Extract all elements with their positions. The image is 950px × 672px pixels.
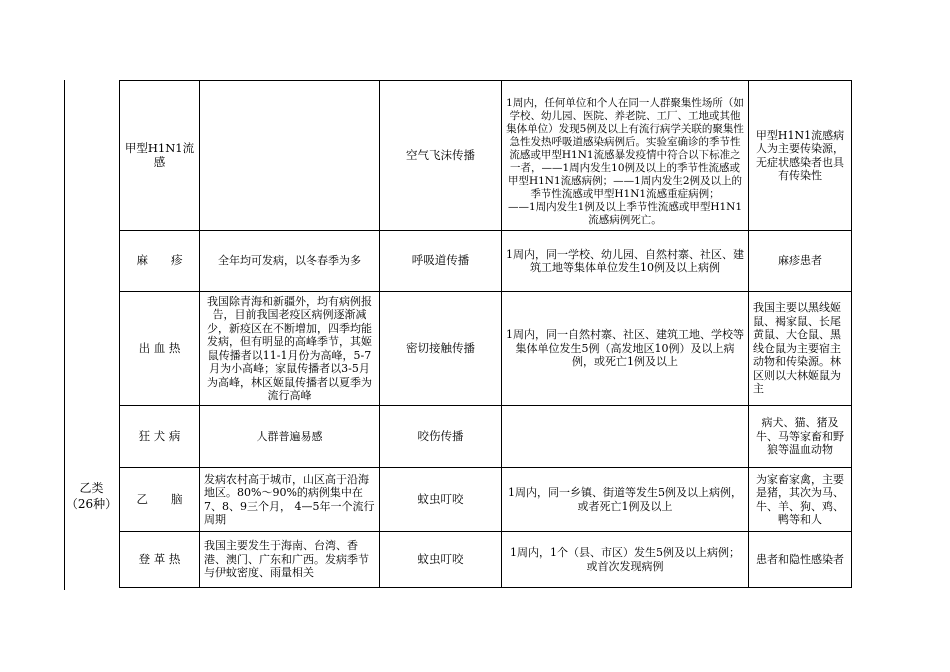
reporting-standard: 1周内，1个（县、市区）发生5例及以上病例；或首次发现病例 — [510, 546, 740, 573]
transmission-cell — [380, 532, 502, 588]
disease-name: 麻 疹 — [136, 253, 183, 268]
disease-name-cell — [120, 532, 200, 588]
disease-name: 出 血 热 — [138, 340, 181, 355]
epidemic-feature-cell — [200, 532, 380, 588]
epidemic-feature-cell — [200, 81, 380, 231]
epidemic-feature: 我国除青海和新疆外，均有病例报告，目前我国老疫区病例逐渐减少，新疫区在不断增加，四季均能发病，但有明显的高峰季节，其姬鼠传播者以11-1月份为高峰，5-7月为小高峰；家鼠传播者以3-5月为高峰，林区姬鼠传播者以夏季为流行高峰 — [207, 294, 372, 402]
reporting-standard-cell — [502, 81, 749, 231]
transmission-route: 咬伤传播 — [417, 428, 464, 443]
disease-name: 甲型H1N1流感 — [124, 141, 195, 169]
table-row — [120, 231, 852, 292]
epidemic-feature-cell — [200, 406, 380, 468]
category-count: （26种） — [65, 497, 118, 511]
table-row — [120, 81, 852, 231]
transmission-cell — [380, 231, 502, 292]
epidemic-feature-cell — [200, 292, 380, 406]
reporting-standard: 1周内，同一乡镇、街道等发生5例及以上病例，或者死亡1例及以上 — [508, 486, 742, 513]
infection-source: 麻疹患者 — [778, 254, 822, 268]
infection-source-cell — [749, 532, 852, 588]
category-label — [64, 480, 119, 512]
disease-name-cell — [120, 468, 200, 532]
disease-name: 乙 脑 — [136, 491, 183, 506]
infection-source-cell — [749, 468, 852, 532]
disease-name: 狂 犬 病 — [138, 428, 181, 443]
category-name: 乙类 — [79, 481, 104, 495]
reporting-standard-cell — [502, 406, 749, 468]
reporting-standard: 1周内，同一学校、幼儿园、自然村寨、社区、建筑工地等集体单位发生10例及以上病例 — [506, 247, 744, 274]
epidemic-feature: 全年均可发病，以冬春季为多 — [218, 254, 361, 268]
reporting-standard-cell — [502, 532, 749, 588]
reporting-standard-cell — [502, 292, 749, 406]
transmission-route: 空气飞沫传播 — [406, 147, 475, 162]
transmission-route: 密切接触传播 — [406, 340, 475, 355]
transmission-route: 蚊虫叮咬 — [417, 491, 464, 506]
table-row — [120, 532, 852, 588]
transmission-cell — [380, 81, 502, 231]
disease-name-cell — [120, 81, 200, 231]
transmission-cell — [380, 406, 502, 468]
epidemic-feature: 发病农村高于城市，山区高于沿海地区。80%～90%的病例集中在7、8、9三个月， 4—5年一个流行周期 — [204, 472, 375, 526]
infection-source-cell — [749, 292, 852, 406]
infection-source: 病犬、猫、猪及牛、马等家畜和野狼等温血动物 — [756, 416, 844, 457]
infection-source-cell — [749, 231, 852, 292]
infection-source: 我国主要以黑线姬鼠、褐家鼠、长尾黄鼠、大仓鼠、黑线仓鼠为主要宿主动物和传染源。林区则以大林姬鼠为主 — [753, 301, 841, 396]
epidemic-feature: 我国主要发生于海南、台湾、香港、澳门、广东和广西。发病季节与伊蚊密度、雨量相关 — [204, 539, 369, 580]
infection-source-cell — [749, 81, 852, 231]
transmission-cell — [380, 468, 502, 532]
table-row — [120, 468, 852, 532]
infection-source: 为家畜家禽，主要是猪，其次为马、牛、羊、狗、鸡、鸭等和人 — [756, 472, 844, 526]
reporting-standard-cell — [502, 468, 749, 532]
table-row — [120, 292, 852, 406]
epidemic-feature-cell — [200, 468, 380, 532]
disease-name-cell — [120, 231, 200, 292]
epidemic-feature: 人群普遍易感 — [256, 429, 323, 443]
disease-name: 登 革 热 — [138, 551, 181, 566]
reporting-standard: 1周内，任何单位和个人在同一人群聚集性场所（如学校、幼儿园、医院、养老院、工厂、工地或其他集体单位）发现5例及以上有流行病学关联的聚集性急性发热呼吸道感染病例后。实验室确诊的季节性流感或甲型H1N1流感暴发疫情中符合以下标准之一者，——1周内发生10例及以上的季节性流感或甲型H1N1流感病例；——1周内发生2例及以上的季节性流感或甲型H1N1流感重症病例； ——1周内发生1例及以上季节性流感或甲型H1N1流感病例死亡。 — [506, 97, 744, 226]
disease-name-cell — [120, 292, 200, 406]
reporting-standard: 1周内，同一自然村寨、社区、建筑工地、学校等集体单位发生5例（高发地区10例）及以上病例，或死亡1例及以上 — [506, 328, 744, 369]
table-row — [120, 406, 852, 468]
disease-name-cell — [120, 406, 200, 468]
epidemic-feature-cell — [200, 231, 380, 292]
disease-table — [119, 80, 852, 588]
reporting-standard-cell — [502, 231, 749, 292]
transmission-route: 蚊虫叮咬 — [417, 551, 464, 566]
infection-source: 甲型H1N1流感病人为主要传染源，无症状感染者也具有传染性 — [755, 128, 845, 182]
infection-source-cell — [749, 406, 852, 468]
transmission-cell — [380, 292, 502, 406]
infection-source: 患者和隐性感染者 — [756, 552, 844, 566]
transmission-route: 呼吸道传播 — [411, 253, 470, 268]
category-column-rule — [64, 80, 65, 590]
